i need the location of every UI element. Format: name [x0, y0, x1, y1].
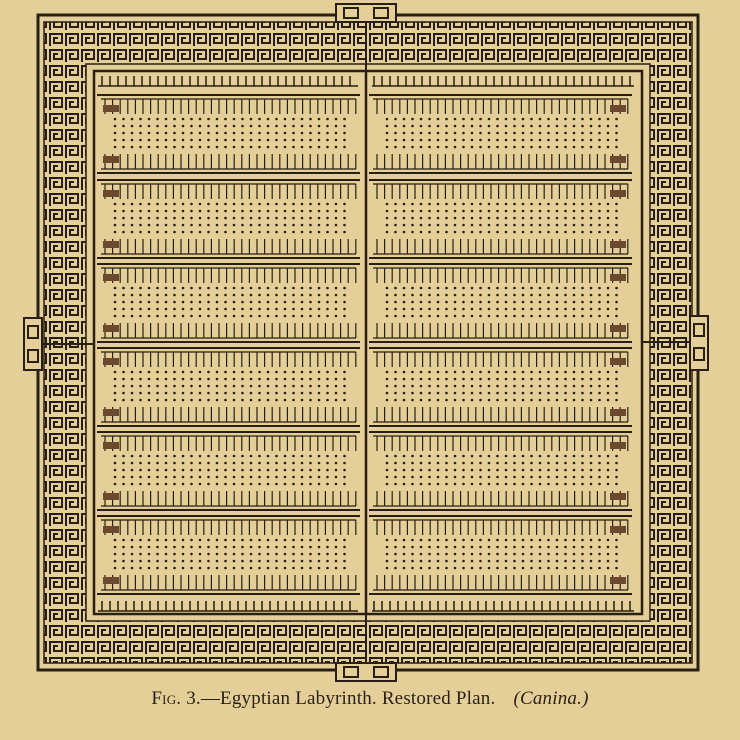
caption-source: (Canina.): [513, 688, 589, 709]
caption-title: —Egyptian Labyrinth. Restored Plan.: [200, 688, 496, 709]
figure-caption: [0, 688, 740, 710]
caption-label: Fig. 3.: [151, 688, 201, 709]
